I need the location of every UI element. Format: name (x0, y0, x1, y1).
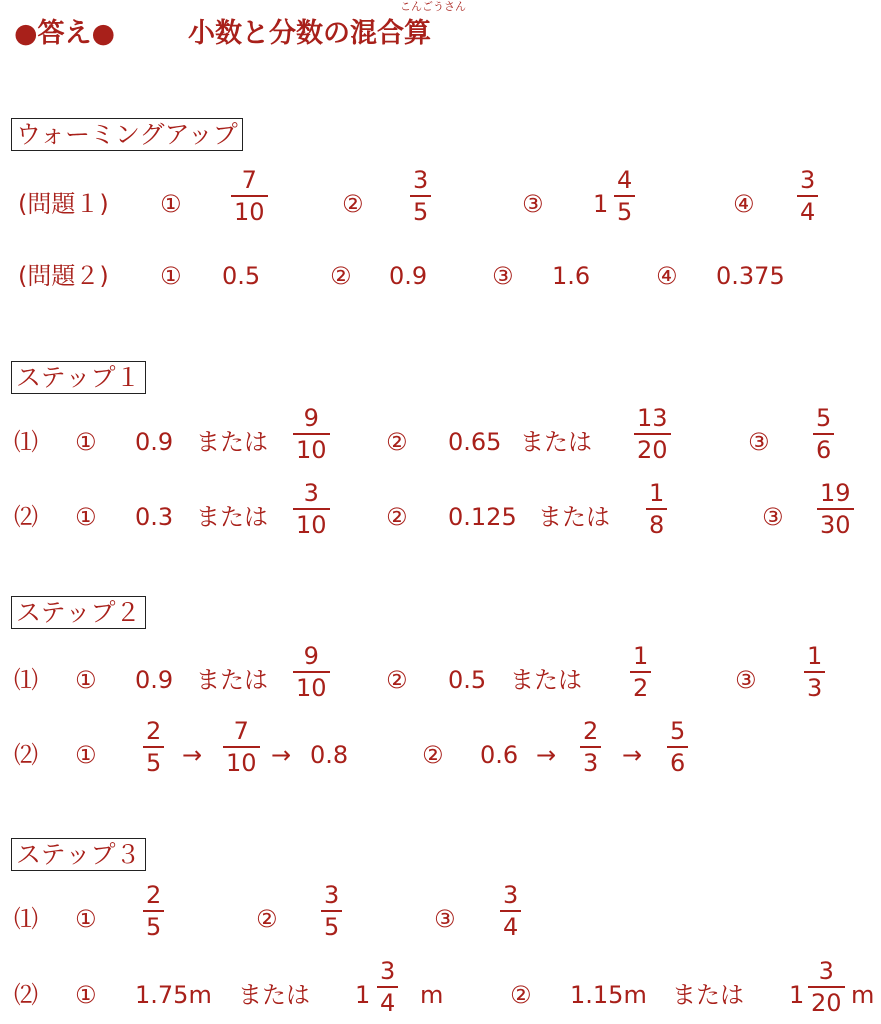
numerator: 9 (303, 642, 319, 670)
circle-number: ① (75, 741, 97, 769)
fraction (143, 883, 164, 939)
fraction (634, 406, 671, 462)
or-text: または (196, 503, 268, 531)
answer-label: ●答え● (14, 18, 116, 49)
fraction (797, 168, 818, 224)
decimal-answer: 0.3 (135, 503, 174, 531)
circle-number: ② (330, 262, 352, 290)
decimal-answer: 1.75m (135, 981, 212, 1009)
decimal-answer: 0.5 (222, 262, 261, 290)
fraction (293, 644, 330, 700)
title-ruby: こんごうさん (400, 0, 466, 13)
row-label: ⑵ (14, 503, 38, 531)
circle-number: ① (75, 981, 97, 1009)
arrow-icon: → (182, 741, 203, 769)
circle-number: ③ (522, 190, 544, 218)
decimal-answer: 0.375 (716, 262, 785, 290)
circle-number: ② (422, 741, 444, 769)
circle-number: ③ (762, 503, 784, 531)
decimal-answer: 0.6 (480, 741, 519, 769)
circle-number: ③ (492, 262, 514, 290)
row-label: ⑴ (14, 905, 38, 933)
denominator: 5 (146, 913, 162, 941)
decimal-answer: 0.125 (448, 503, 517, 531)
denominator: 5 (413, 198, 429, 226)
denominator: 30 (820, 511, 851, 539)
numerator: 4 (617, 166, 633, 194)
circle-number: ④ (733, 190, 755, 218)
or-text: または (238, 981, 310, 1009)
fraction (580, 719, 601, 775)
denominator: 10 (296, 436, 327, 464)
decimal-answer: 0.9 (135, 428, 174, 456)
numerator: 19 (820, 479, 851, 507)
numerator: 2 (146, 717, 162, 745)
row-label: ⑴ (14, 666, 38, 694)
decimal-answer: 1.15m (570, 981, 647, 1009)
numerator: 5 (816, 404, 832, 432)
arrow-icon: → (622, 741, 643, 769)
denominator: 10 (296, 674, 327, 702)
numerator: 1 (649, 479, 665, 507)
fraction (804, 644, 825, 700)
numerator: 3 (503, 881, 519, 909)
circle-number: ① (75, 666, 97, 694)
circle-number: ② (386, 666, 408, 694)
fraction (646, 481, 667, 537)
denominator: 10 (226, 749, 257, 777)
decimal-answer: 0.9 (135, 666, 174, 694)
denominator: 20 (637, 436, 668, 464)
unit-label: m (851, 981, 875, 1009)
fraction (817, 481, 854, 537)
section-heading-step3: ステップ３ (11, 838, 146, 871)
denominator: 5 (617, 198, 633, 226)
arrow-icon: → (536, 741, 557, 769)
fraction (321, 883, 342, 939)
or-text: または (672, 981, 744, 1009)
denominator: 3 (583, 749, 599, 777)
denominator: 8 (649, 511, 665, 539)
numerator: 3 (303, 479, 319, 507)
decimal-answer: 0.65 (448, 428, 502, 456)
fraction (293, 406, 330, 462)
circle-number: ② (386, 428, 408, 456)
fraction (500, 883, 521, 939)
circle-number: ① (160, 190, 182, 218)
denominator: 6 (670, 749, 686, 777)
arrow-icon: → (271, 741, 292, 769)
or-text: または (520, 428, 592, 456)
unit-label: m (420, 981, 444, 1009)
fraction (377, 959, 398, 1015)
numerator: 2 (583, 717, 599, 745)
section-heading-warmup: ウォーミングアップ (11, 118, 243, 151)
circle-number: ② (342, 190, 364, 218)
fraction (231, 168, 268, 224)
fraction (143, 719, 164, 775)
numerator: 1 (633, 642, 649, 670)
numerator: 2 (146, 881, 162, 909)
problem1-label: (問題１) (18, 190, 109, 218)
or-text: または (196, 666, 268, 694)
circle-number: ② (256, 905, 278, 933)
numerator: 3 (818, 957, 834, 985)
fraction (614, 168, 635, 224)
whole-number: 1 (789, 981, 805, 1009)
circle-number: ③ (434, 905, 456, 933)
denominator: 3 (807, 674, 823, 702)
numerator: 3 (380, 957, 396, 985)
circle-number: ① (75, 503, 97, 531)
fraction (223, 719, 260, 775)
decimal-answer: 0.9 (389, 262, 428, 290)
or-text: または (510, 666, 582, 694)
denominator: 4 (800, 198, 816, 226)
denominator: 4 (503, 913, 519, 941)
decimal-answer: 1.6 (552, 262, 591, 290)
circle-number: ③ (748, 428, 770, 456)
numerator: 9 (303, 404, 319, 432)
numerator: 3 (800, 166, 816, 194)
circle-number: ① (75, 428, 97, 456)
fraction (808, 959, 845, 1015)
row-label: ⑵ (14, 981, 38, 1009)
problem2-label: (問題２) (18, 262, 109, 290)
denominator: 5 (146, 749, 162, 777)
circle-number: ② (510, 981, 532, 1009)
section-heading-step2: ステップ２ (11, 596, 146, 629)
denominator: 10 (234, 198, 265, 226)
denominator: 6 (816, 436, 832, 464)
whole-number: 1 (355, 981, 371, 1009)
fraction (293, 481, 330, 537)
denominator: 2 (633, 674, 649, 702)
or-text: または (196, 428, 268, 456)
fraction (410, 168, 431, 224)
circle-number: ① (160, 262, 182, 290)
circle-number: ② (386, 503, 408, 531)
numerator: 13 (637, 404, 668, 432)
whole-number: 1 (593, 190, 609, 218)
denominator: 4 (380, 989, 396, 1017)
section-heading-step1: ステップ１ (11, 361, 146, 394)
fraction (667, 719, 688, 775)
numerator: 7 (233, 717, 249, 745)
numerator: 1 (807, 642, 823, 670)
circle-number: ③ (735, 666, 757, 694)
fraction (813, 406, 834, 462)
page-title: 小数と分数の混合算 (188, 18, 431, 49)
circle-number: ① (75, 905, 97, 933)
numerator: 5 (670, 717, 686, 745)
numerator: 3 (413, 166, 429, 194)
decimal-answer: 0.8 (310, 741, 349, 769)
denominator: 10 (296, 511, 327, 539)
decimal-answer: 0.5 (448, 666, 487, 694)
row-label: ⑵ (14, 741, 38, 769)
or-text: または (538, 503, 610, 531)
denominator: 20 (811, 989, 842, 1017)
denominator: 5 (324, 913, 340, 941)
numerator: 3 (324, 881, 340, 909)
numerator: 7 (241, 166, 257, 194)
fraction (630, 644, 651, 700)
row-label: ⑴ (14, 428, 38, 456)
circle-number: ④ (656, 262, 678, 290)
